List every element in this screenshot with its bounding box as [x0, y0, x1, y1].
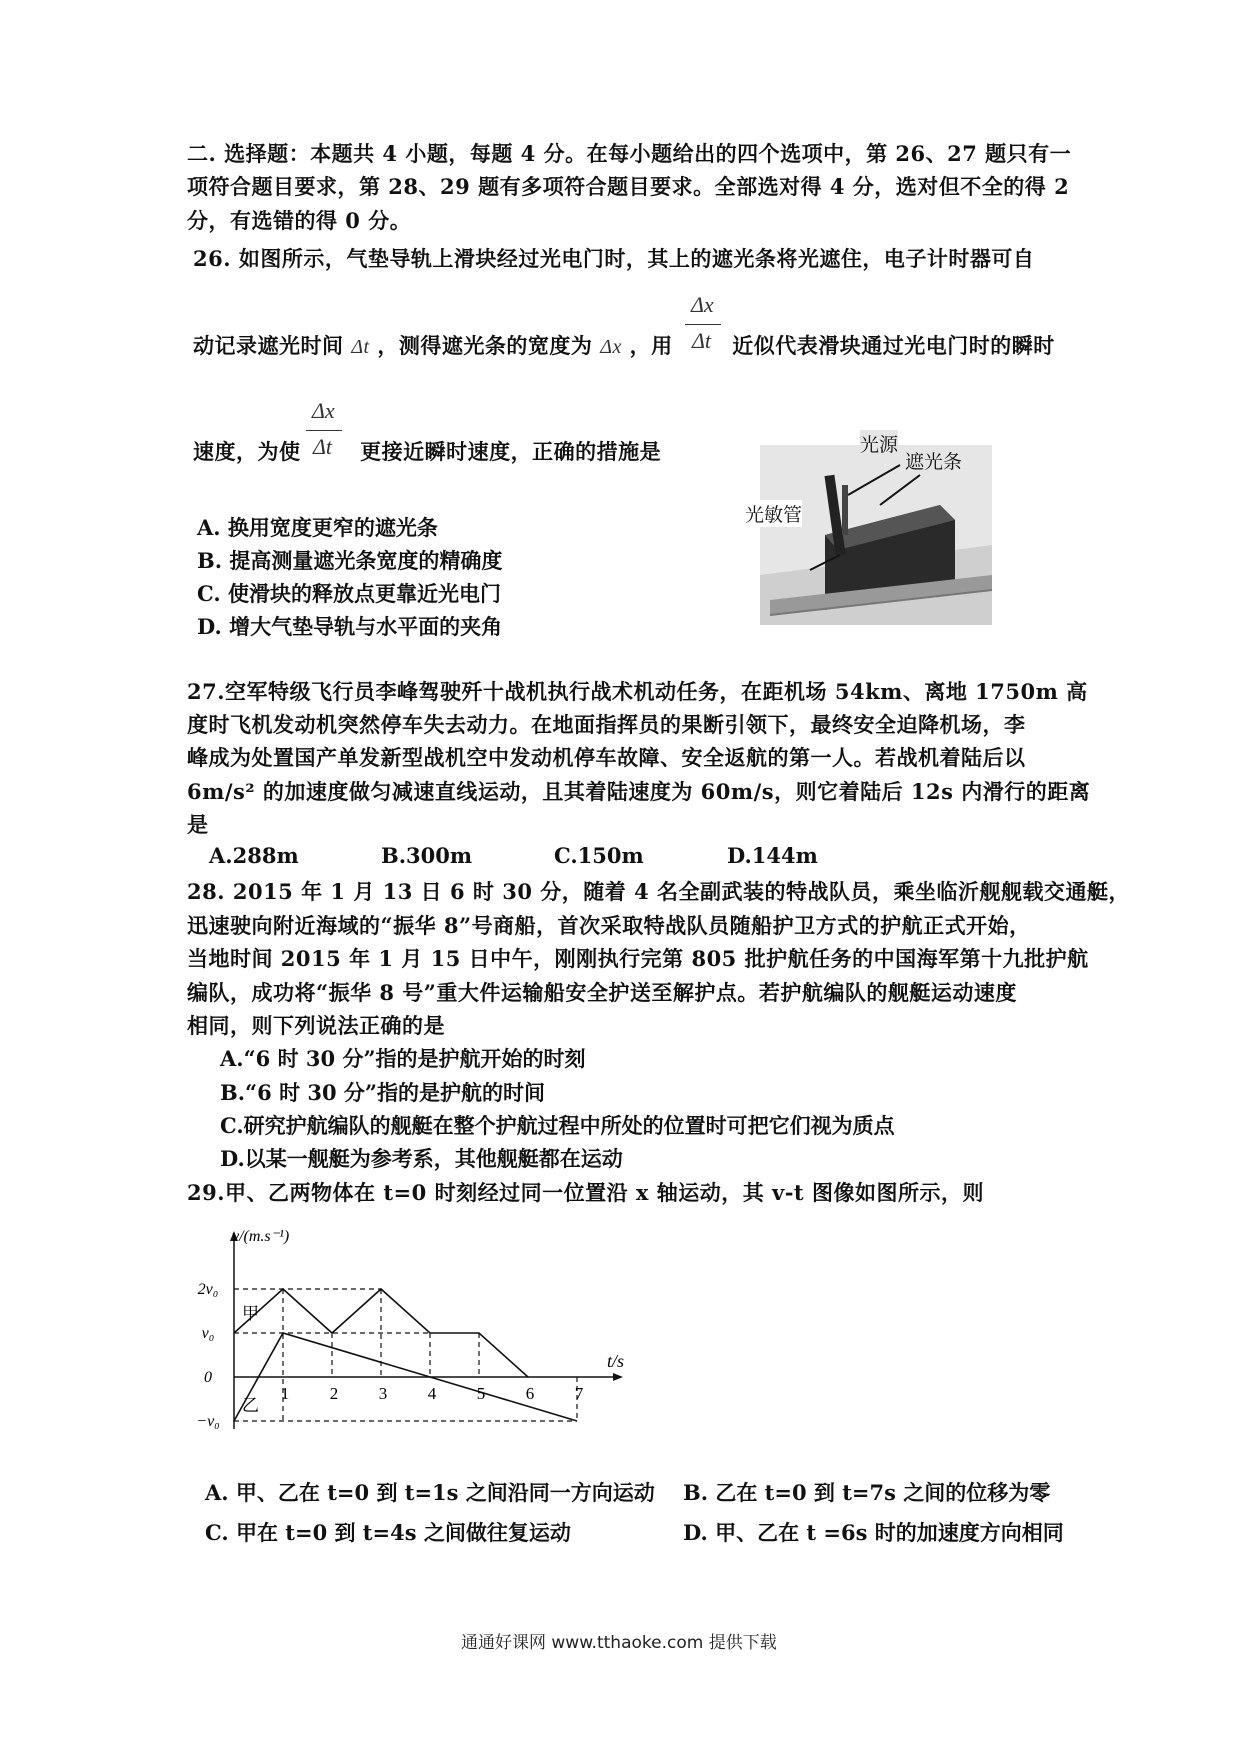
- air-track-photo: [730, 425, 992, 625]
- fraction-denominator: Δt: [313, 434, 333, 459]
- y-axis-label: v/(m.s⁻¹): [232, 1228, 290, 1245]
- q26-line-3-b: 更接近瞬时速度，正确的措施是: [360, 439, 662, 464]
- y-tick-label: v₀: [201, 1325, 215, 1342]
- x-axis-label: t/s: [607, 1351, 625, 1371]
- footer-credit: 通通好课网 www.tthaoke.com 提供下载: [461, 1633, 777, 1653]
- section-line-3: 分，有选错的得 0 分。: [187, 208, 412, 233]
- symbol-dt: Δt: [351, 336, 370, 358]
- fraction-numerator: Δx: [312, 398, 335, 423]
- q26-option-b: B. 提高测量遮光条宽度的精确度: [197, 548, 503, 573]
- q26-option-a: A. 换用宽度更窄的遮光条: [197, 515, 438, 540]
- q28-line-3: 当地时间 2015 年 1 月 15 日中午，刚刚执行完第 805 批护航任务的中国海军第十九批护航: [187, 946, 1089, 971]
- section-line-1: 二. 选择题：本题共 4 小题，每题 4 分。在每小题给出的四个选项中，第 26、27 题只有一: [187, 141, 1072, 166]
- x-tick-label: 6: [525, 1384, 535, 1403]
- y-tick-label: 2v₀: [197, 1281, 219, 1298]
- section-line-2: 项符合题目要求，第 28、29 题有多项符合题目要求。全部选对得 4 分，选对但不全的得 2: [187, 174, 1070, 199]
- q28-option-b: B.“6 时 30 分”指的是护航的时间: [220, 1080, 545, 1105]
- x-tick-label: 4: [427, 1384, 437, 1403]
- x-axis-arrow: [613, 1373, 623, 1381]
- q26-line-2-d: 近似代表滑块通过光电门时的瞬时: [732, 333, 1055, 358]
- series-label-jia: 甲: [242, 1304, 259, 1323]
- x-tick-label: 2: [329, 1384, 339, 1403]
- y-tick-label: −v₀: [196, 1413, 220, 1430]
- q27-option-d: D.144m: [727, 843, 818, 868]
- q26-line-2-c: ，用: [629, 333, 673, 358]
- q28-option-d: D.以某一舰艇为参考系，其他舰艇都在运动: [220, 1146, 623, 1171]
- x-tick-label: 7: [574, 1384, 584, 1403]
- q28-line-2: 迅速驶向附近海域的“振华 8”号商船，首次采取特战队员随船护卫方式的护航正式开始，: [187, 913, 1031, 938]
- fraction-numerator: Δx: [691, 292, 714, 317]
- q27-option-b: B.300m: [381, 843, 473, 868]
- q28-line-5: 相同，则下列说法正确的是: [187, 1013, 445, 1038]
- q26-option-c: C. 使滑块的释放点更靠近光电门: [197, 581, 501, 606]
- label-light-sensor: 光敏管: [745, 500, 802, 527]
- q29-option-d: D. 甲、乙在 t =6s 时的加速度方向相同: [683, 1520, 1064, 1545]
- q29-line-1: 29.甲、乙两物体在 t=0 时刻经过同一位置沿 x 轴运动，其 v-t 图像如图所示，则: [187, 1180, 984, 1205]
- q26-line-3: [193, 436, 661, 466]
- series-label-yi: 乙: [242, 1396, 259, 1415]
- q26-line-2-b: ，测得遮光条的宽度为: [377, 333, 593, 358]
- q28-option-c: C.研究护航编队的舰艇在整个护航过程中所处的位置时可把它们视为质点: [220, 1113, 895, 1138]
- q27-line-5: 是: [187, 812, 209, 837]
- q27-option-c: C.150m: [554, 843, 644, 868]
- q27-line-3: 峰成为处置国产单发新型战机空中发动机停车故障、安全返航的第一人。若战机着陆后以: [187, 745, 1026, 770]
- x-tick-label: 3: [378, 1384, 388, 1403]
- q28-line-1: 28. 2015 年 1 月 13 日 6 时 30 分，随着 4 名全副武装的特战队员，乘坐临沂舰舰载交通艇，: [187, 879, 1130, 904]
- q27-option-a: A.288m: [209, 843, 299, 868]
- q26-option-d: D. 增大气垫导轨与水平面的夹角: [197, 614, 503, 639]
- label-shutter-strip: 遮光条: [905, 451, 963, 473]
- x-tick-label: 1: [280, 1384, 290, 1403]
- q29-option-c: C. 甲在 t=0 到 t=4s 之间做往复运动: [205, 1520, 571, 1545]
- q28-option-a: A.“6 时 30 分”指的是护航开始的时刻: [220, 1046, 586, 1071]
- q27-line-2: 度时飞机发动机突然停车失去动力。在地面指挥员的果断引领下，最终安全迫降机场，李: [187, 712, 1026, 737]
- symbol-dx: Δx: [600, 336, 622, 358]
- x-tick-label: 5: [476, 1384, 486, 1403]
- q27-line-4: 6m/s² 的加速度做匀减速直线运动，且其着陆速度为 60m/s，则它着陆后 12s 内滑行的距离: [187, 779, 1091, 804]
- q29-option-a: A. 甲、乙在 t=0 到 t=1s 之间沿同一方向运动: [205, 1480, 655, 1505]
- q26-line-3-a: 速度，为使: [193, 439, 301, 464]
- label-light-source: 光源: [860, 430, 898, 457]
- y-tick-label: 0: [204, 1369, 212, 1386]
- q27-line-1: 27.空军特级飞行员李峰驾驶歼十战机执行战术机动任务，在距机场 54km、离地 1750m 高: [187, 679, 1088, 704]
- q26-line-2-a: 动记录遮光时间: [193, 333, 344, 358]
- q26-line-2: [193, 330, 1055, 360]
- fraction-denominator: Δt: [692, 328, 712, 353]
- q29-option-b: B. 乙在 t=0 到 t=7s 之间的位移为零: [683, 1480, 1051, 1505]
- q28-line-4: 编队，成功将“振华 8 号”重大件运输船安全护送至解护点。若护航编队的舰艇运动速度: [187, 980, 1017, 1005]
- q26-line-1: 26. 如图所示，气垫导轨上滑块经过光电门时，其上的遮光条将光遮住，电子计时器可自: [193, 246, 1035, 271]
- vt-chart: [190, 1225, 670, 1465]
